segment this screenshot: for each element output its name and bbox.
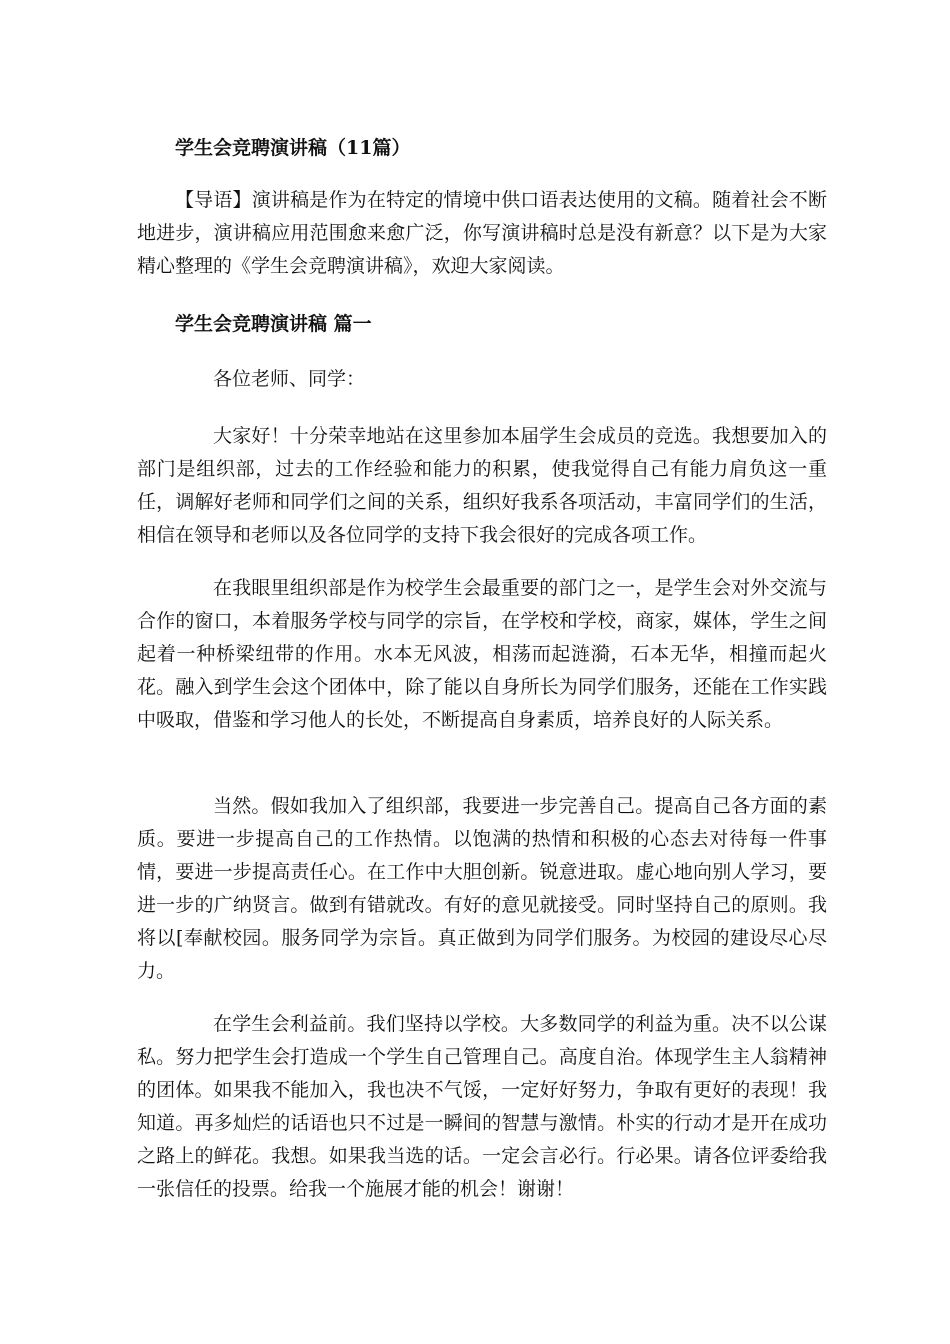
body-paragraph-4: 在学生会利益前。我们坚持以学校。大多数同学的利益为重。决不以公谋私。努力把学生会打造成一个学生自己管理自己。高度自治。体现学生主人翁精神的团体。如果我不能加入，我也决不气馁，一定好好努力，争取有更好的表现！我知道。再多灿烂的话语也只不过是一瞬间的智慧与激情。朴实的行动才是开在成功之路上的鲜花。我想。如果我当选的话。一定会言必行。行必果。请各位评委给我一张信任的投票。给我一个施展才能的机会！谢谢！: [137, 1013, 827, 1200]
body-paragraph-1: 大家好！十分荣幸地站在这里参加本届学生会成员的竞选。我想要加入的部门是组织部，过去的工作经验和能力的积累，使我觉得自己有能力肩负这一重任，调解好老师和同学们之间的关系，组织好我系各项活动，丰富同学们的生活，相信在领导和老师以及各位同学的支持下我会很好的完成各项工作。: [137, 425, 827, 546]
salutation: 各位老师、同学：: [213, 368, 366, 390]
body-paragraph-3: 当然。假如我加入了组织部，我要进一步完善自己。提高自己各方面的素质。要进一步提高自己的工作热情。以饱满的热情和积极的心态去对待每一件事情，要进一步提高责任心。在工作中大胆创新。锐意进取。虚心地向别人学习，要进一步的广纳贤言。做到有错就改。有好的意见就接受。同时坚持自己的原则。我将以[奉献校园。服务同学为宗旨。真正做到为同学们服务。为校园的建设尽心尽力。: [137, 795, 827, 982]
document-title: 学生会竞聘演讲稿（11篇）: [175, 137, 411, 159]
section-title: 学生会竞聘演讲稿 篇一: [175, 313, 372, 335]
body-paragraph-2: 在我眼里组织部是作为校学生会最重要的部门之一，是学生会对外交流与合作的窗口，本着服务学校与同学的宗旨，在学校和学校，商家，媒体，学生之间起着一种桥梁纽带的作用。水本无风波，相荡而起涟漪，石本无华，相撞而起火花。融入到学生会这个团体中，除了能以自身所长为同学们服务，还能在工作实践中吸取，借鉴和学习他人的长处，不断提高自身素质，培养良好的人际关系。: [137, 577, 827, 731]
intro-paragraph: 【导语】演讲稿是作为在特定的情境中供口语表达使用的文稿。随着社会不断地进步，演讲稿应用范围愈来愈广泛，你写演讲稿时总是没有新意？以下是为大家精心整理的《学生会竞聘演讲稿》，欢迎大家阅读。: [137, 189, 827, 277]
